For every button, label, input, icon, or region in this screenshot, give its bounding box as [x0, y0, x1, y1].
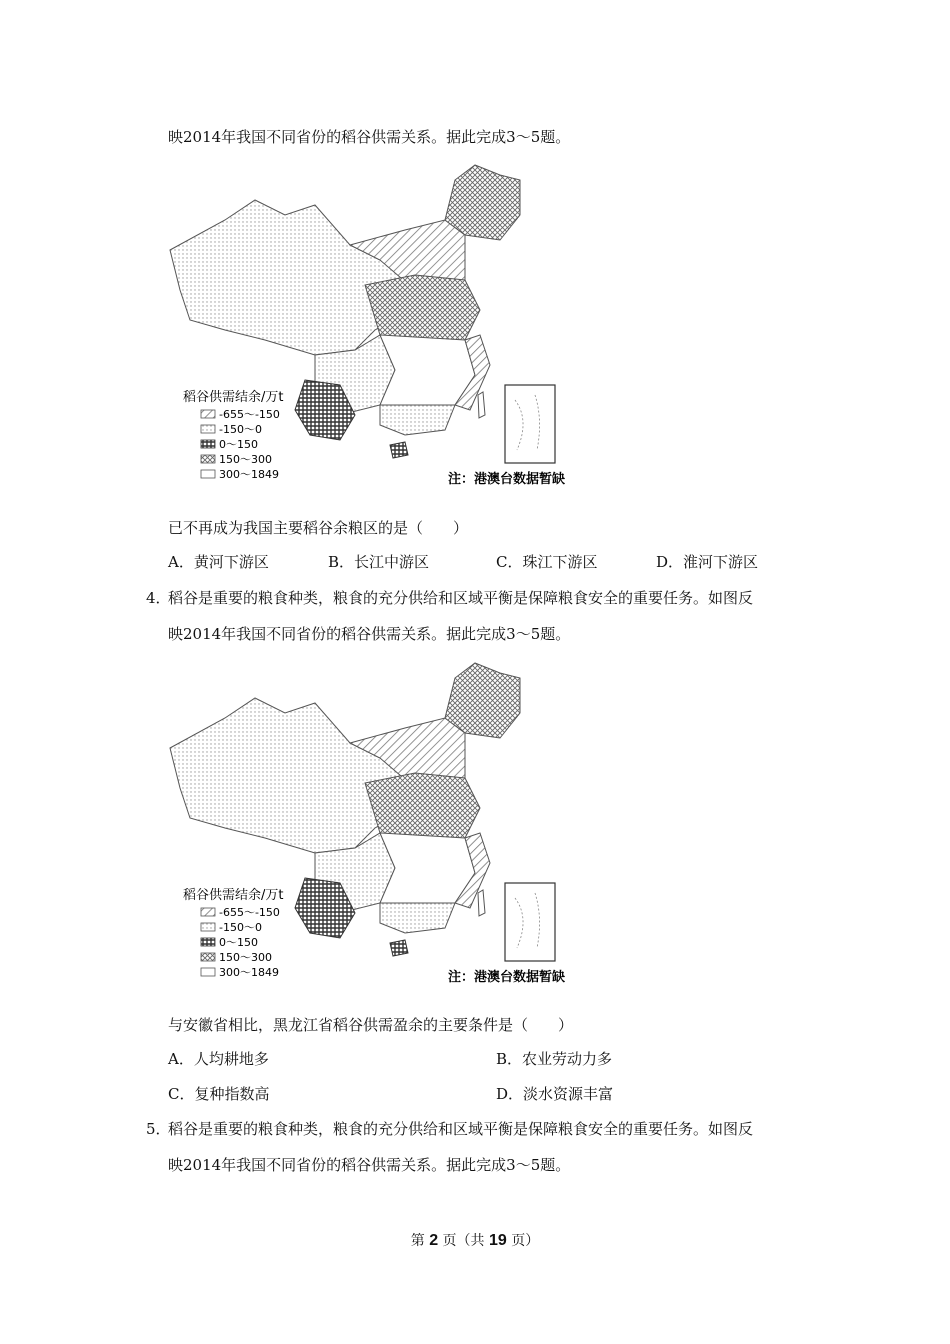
legend-item: -655～-150	[219, 408, 280, 421]
q3-option-b[interactable]: B．长江中游区	[328, 553, 430, 571]
region-west	[170, 200, 415, 355]
legend-item: 300～1849	[219, 966, 279, 979]
map-legend	[183, 389, 283, 481]
region-taiwan	[478, 392, 485, 418]
q4-option-a[interactable]: A．人均耕地多	[168, 1050, 269, 1068]
region-guangdong	[380, 405, 455, 435]
region-central	[365, 773, 480, 843]
q3-option-c[interactable]: C．珠江下游区	[496, 553, 598, 571]
legend-title: 稻谷供需结余/万t	[183, 888, 284, 903]
footer-suffix: 页）	[511, 1233, 540, 1249]
rice-map-figure-2	[165, 658, 585, 983]
south-china-sea-inset	[505, 883, 555, 961]
q4-number: 4．	[146, 589, 171, 607]
legend-item: 0～150	[219, 438, 258, 451]
q3-question: 已不再成为我国主要稻谷余粮区的是（ ）	[168, 519, 469, 537]
region-northeast	[445, 165, 520, 240]
legend-title: 稻谷供需结余/万t	[183, 390, 284, 405]
legend-item: -150～0	[219, 921, 262, 934]
china-map-1	[165, 160, 585, 485]
rice-map-figure-1	[165, 160, 585, 485]
map-note: 注：港澳台数据暂缺	[448, 472, 566, 485]
region-hainan	[390, 442, 408, 458]
region-hainan	[390, 940, 408, 956]
page-footer	[0, 1230, 950, 1250]
region-west	[170, 698, 415, 853]
region-central	[365, 275, 480, 345]
q4-question: 与安徽省相比，黑龙江省稻谷供需盈余的主要条件是（ ）	[168, 1016, 574, 1034]
legend-item: 0～150	[219, 936, 258, 949]
legend-item: 300～1849	[219, 468, 279, 481]
footer-prefix: 第	[410, 1233, 425, 1249]
legend-item: 150～300	[219, 951, 272, 964]
q3-option-a[interactable]: A．黄河下游区	[168, 553, 269, 571]
q4-option-c[interactable]: C．复种指数高	[168, 1085, 270, 1103]
region-guangdong	[380, 903, 455, 933]
intro-tail-text: 映2014年我国不同省份的稻谷供需关系。据此完成3～5题。	[168, 128, 571, 146]
map-legend	[183, 887, 283, 979]
legend-item: -150～0	[219, 423, 262, 436]
q5-stem-line2: 映2014年我国不同省份的稻谷供需关系。据此完成3～5题。	[168, 1156, 571, 1174]
legend-item: 150～300	[219, 453, 272, 466]
q4-stem-line2: 映2014年我国不同省份的稻谷供需关系。据此完成3～5题。	[168, 625, 571, 643]
q4-option-b[interactable]: B．农业劳动力多	[496, 1050, 613, 1068]
footer-mid: 页（共	[442, 1233, 485, 1249]
china-map-2	[165, 658, 585, 983]
region-northeast	[445, 663, 520, 738]
q3-option-d[interactable]: D．淮河下游区	[656, 553, 759, 571]
map-note: 注：港澳台数据暂缺	[448, 970, 566, 983]
legend-item: -655～-150	[219, 906, 280, 919]
footer-total-pages: 19	[489, 1232, 507, 1249]
q5-number: 5．	[146, 1120, 171, 1138]
q4-stem-line1: 稻谷是重要的粮食种类，粮食的充分供给和区域平衡是保障粮食安全的重要任务。如图反	[168, 589, 754, 607]
q4-option-d[interactable]: D．淡水资源丰富	[496, 1085, 614, 1103]
region-taiwan	[478, 890, 485, 916]
south-china-sea-inset	[505, 385, 555, 463]
footer-page-number: 2	[429, 1232, 439, 1249]
q5-stem-line1: 稻谷是重要的粮食种类，粮食的充分供给和区域平衡是保障粮食安全的重要任务。如图反	[168, 1120, 754, 1138]
